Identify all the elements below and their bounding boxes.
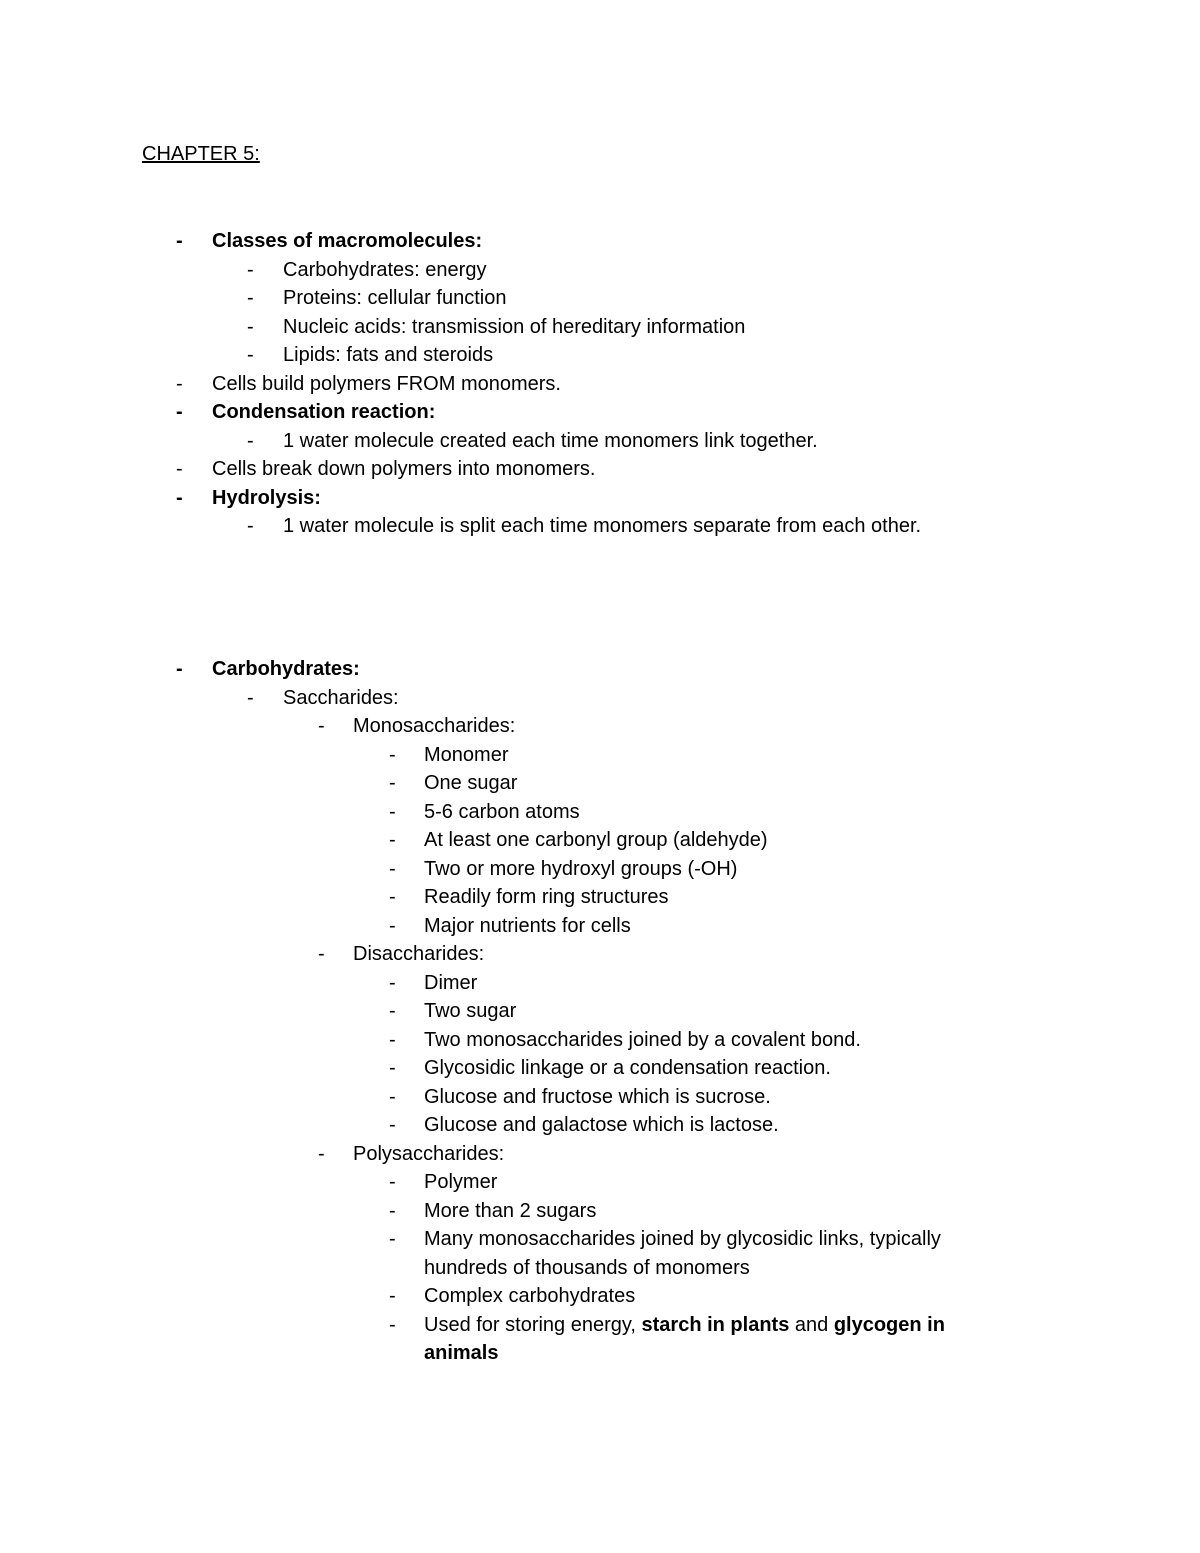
bold-text-starch: starch in plants <box>641 1313 790 1336</box>
list-item <box>0 455 1200 484</box>
list-item <box>0 1111 1200 1140</box>
bullet-dash: - <box>247 686 254 709</box>
bullet-dash: - <box>176 486 183 509</box>
list-item <box>0 798 1200 827</box>
bullet-dash: - <box>389 1171 396 1193</box>
bullet-dash: - <box>389 1199 396 1222</box>
item-text: Dimer <box>424 971 478 994</box>
item-text: Classes of macromolecules: <box>212 230 483 252</box>
bullet-dash: - <box>318 715 325 737</box>
list-item <box>0 712 1200 741</box>
bullet-dash: - <box>389 1313 396 1336</box>
item-text: Polysaccharides: <box>353 1142 505 1165</box>
bullet-dash: - <box>389 1057 396 1079</box>
bullet-dash: - <box>247 515 254 537</box>
list-item <box>0 883 1200 912</box>
list-item <box>0 969 1200 998</box>
item-text: 1 water molecule is split each time monomers separate from each other. <box>283 515 922 537</box>
item-text: Many monosaccharides joined by glycosidic links, typically hundreds of thousands of monomers <box>424 1228 941 1279</box>
item-text <box>424 1311 1004 1368</box>
item-text: Saccharides: <box>283 686 399 709</box>
bullet-dash: - <box>389 1114 396 1136</box>
item-text: Monomer <box>424 743 509 766</box>
item-text: One sugar <box>424 772 518 794</box>
list-item <box>0 1140 1200 1169</box>
item-text: Glucose and fructose which is sucrose. <box>424 1085 771 1108</box>
list-item <box>0 1311 1200 1368</box>
list-item <box>0 1026 1200 1055</box>
list-item <box>0 1168 1200 1197</box>
item-text: More than 2 sugars <box>424 1199 597 1222</box>
text-run: and <box>789 1313 834 1336</box>
list-item <box>0 769 1200 798</box>
list-item <box>0 341 1200 370</box>
list-item <box>0 484 1200 513</box>
item-text: At least one carbonyl group (aldehyde) <box>424 829 768 851</box>
bullet-dash: - <box>389 772 396 794</box>
item-text: Monosaccharides: <box>353 715 516 737</box>
list-item <box>0 997 1200 1026</box>
item-text: Polymer <box>424 1171 498 1193</box>
bullet-dash: - <box>389 1085 396 1108</box>
bullet-dash: - <box>247 315 254 338</box>
item-text: 1 water molecule created each time monomers link together. <box>283 429 818 452</box>
bullet-dash: - <box>389 971 396 994</box>
list-item <box>0 313 1200 342</box>
list-item <box>0 284 1200 313</box>
item-text: Carbohydrates: energy <box>283 258 487 281</box>
bullet-dash: - <box>389 829 396 851</box>
bullet-dash: - <box>247 287 254 309</box>
bullet-dash: - <box>389 857 396 880</box>
bullet-dash: - <box>318 943 325 965</box>
bullet-dash: - <box>389 1000 396 1022</box>
bullet-dash: - <box>389 1028 396 1051</box>
item-text: Complex carbohydrates <box>424 1285 636 1307</box>
bullet-dash: - <box>389 800 396 823</box>
list-item <box>0 684 1200 713</box>
list-item <box>0 1225 1200 1282</box>
item-text: Two monosaccharides joined by a covalent bond. <box>424 1028 861 1051</box>
item-text: Glycosidic linkage or a condensation reaction. <box>424 1057 831 1079</box>
list-item <box>0 1054 1200 1083</box>
item-text: Hydrolysis: <box>212 486 321 509</box>
item-text: Nucleic acids: transmission of hereditary information <box>283 315 746 338</box>
list-item <box>0 227 1200 256</box>
list-item <box>0 1282 1200 1311</box>
bullet-dash: - <box>176 230 183 252</box>
item-text: 5-6 carbon atoms <box>424 800 580 823</box>
item-text: Disaccharides: <box>353 943 485 965</box>
item-text: Lipids: fats and steroids <box>283 344 494 366</box>
macromolecules-outline <box>0 227 1200 541</box>
item-text: Carbohydrates: <box>212 658 360 680</box>
list-item <box>0 912 1200 941</box>
list-item <box>0 398 1200 427</box>
bullet-dash: - <box>247 258 254 281</box>
item-text: Major nutrients for cells <box>424 914 631 937</box>
list-item <box>0 855 1200 884</box>
list-item <box>0 370 1200 399</box>
bold-text-glycogen: glycogen in animals <box>424 1313 945 1364</box>
text-run: Used for storing energy, <box>424 1313 642 1336</box>
list-item <box>0 826 1200 855</box>
item-text: Condensation reaction: <box>212 401 436 423</box>
list-item <box>0 655 1200 684</box>
bullet-dash: - <box>389 914 396 937</box>
item-text: Glucose and galactose which is lactose. <box>424 1114 779 1136</box>
item-text: Two or more hydroxyl groups (-OH) <box>424 857 738 880</box>
item-text: Cells build polymers FROM monomers. <box>212 372 561 395</box>
carbohydrates-outline <box>0 655 1200 1368</box>
item-text: Two sugar <box>424 1000 517 1022</box>
list-item <box>0 256 1200 285</box>
list-item <box>0 1197 1200 1226</box>
bullet-dash: - <box>389 1228 396 1250</box>
list-item <box>0 940 1200 969</box>
item-text: Readily form ring structures <box>424 886 669 908</box>
bullet-dash: - <box>176 658 183 680</box>
item-text: Proteins: cellular function <box>283 287 507 309</box>
bullet-dash: - <box>389 886 396 908</box>
list-item <box>0 512 1200 541</box>
bullet-dash: - <box>318 1142 325 1165</box>
bullet-dash: - <box>176 401 183 423</box>
bullet-dash: - <box>176 372 183 395</box>
list-item <box>0 427 1200 456</box>
bullet-dash: - <box>247 344 254 366</box>
item-text: Cells break down polymers into monomers. <box>212 458 596 480</box>
list-item <box>0 1083 1200 1112</box>
bullet-dash: - <box>247 429 254 452</box>
bullet-dash: - <box>176 458 183 480</box>
bullet-dash: - <box>389 743 396 766</box>
list-item <box>0 741 1200 770</box>
bullet-dash: - <box>389 1285 396 1307</box>
chapter-title: CHAPTER 5: <box>142 143 260 165</box>
